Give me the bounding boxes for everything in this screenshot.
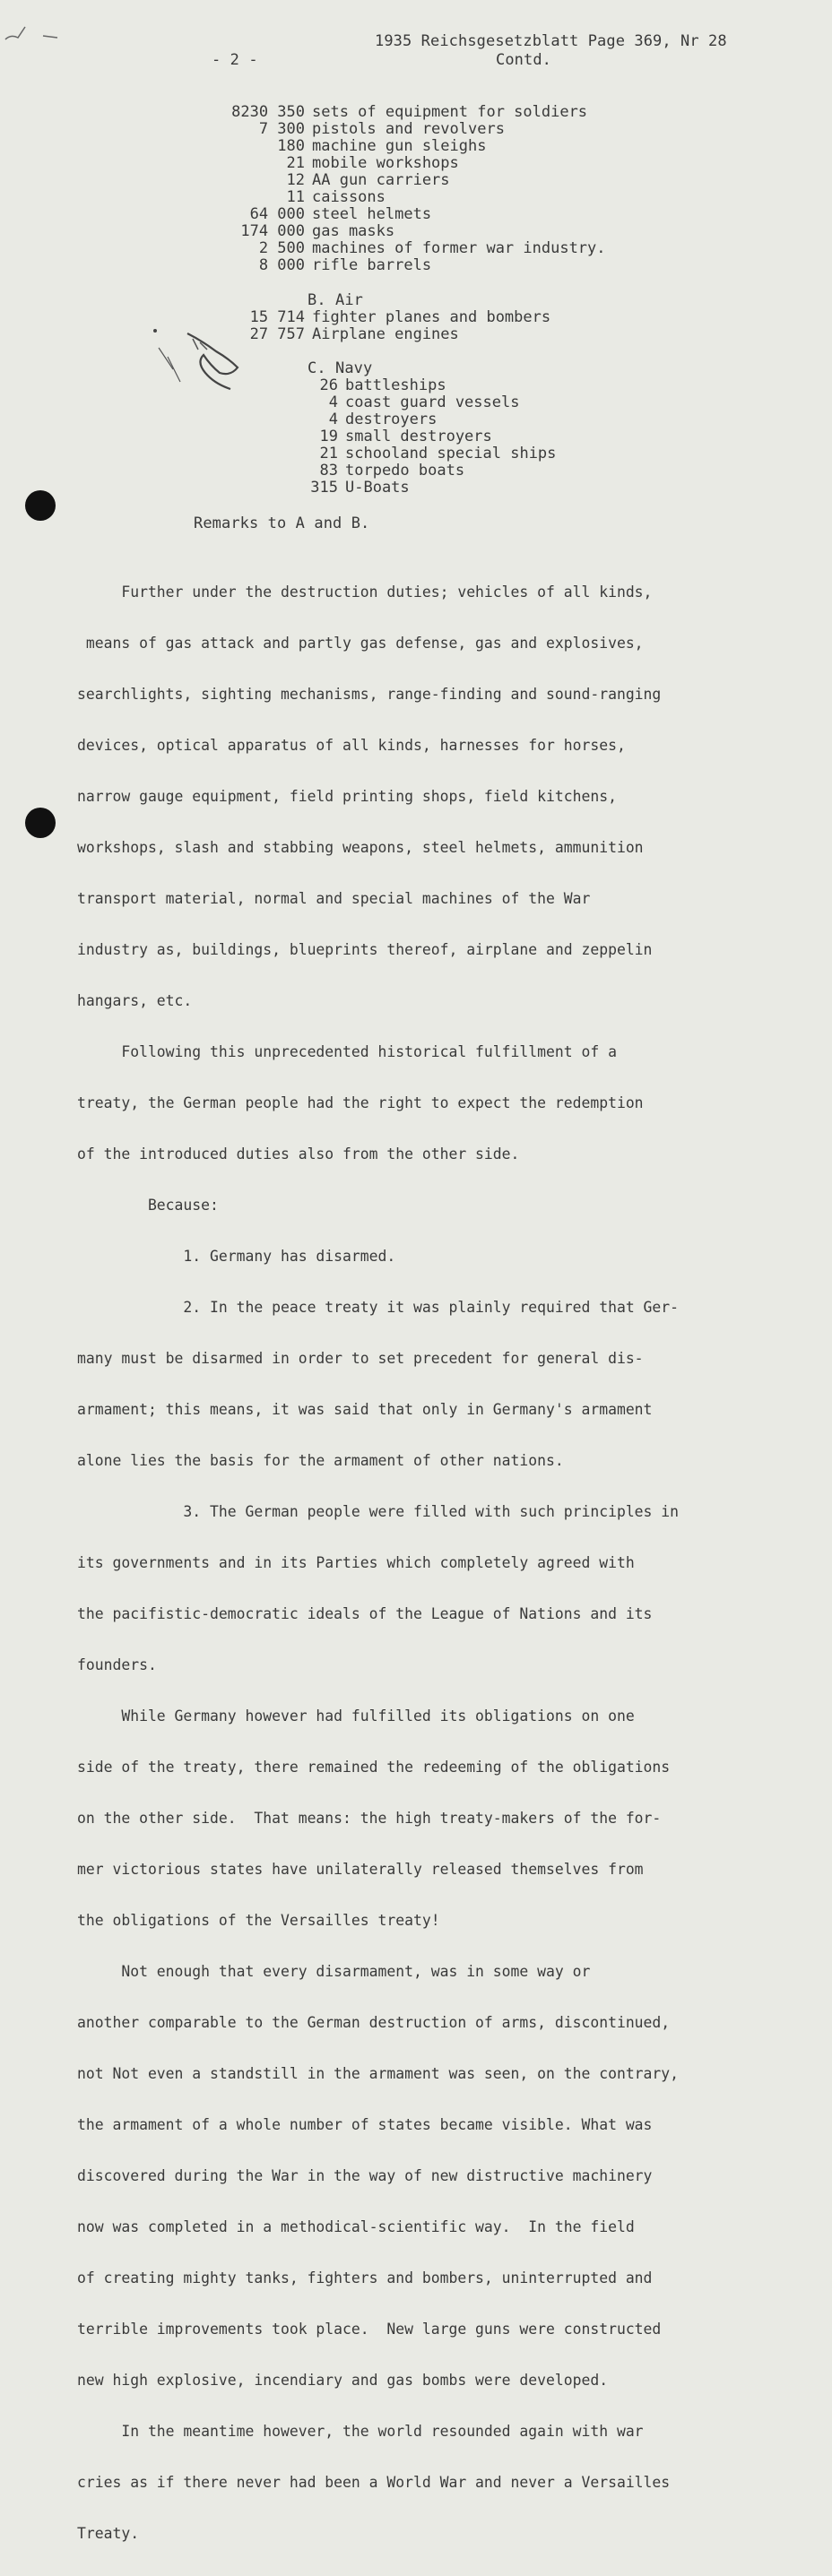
item-description: machines of former war industry. <box>312 239 606 257</box>
item-description: torpedo boats <box>345 462 465 480</box>
list-item <box>224 138 486 155</box>
item-quantity: 7 300 <box>258 120 305 138</box>
binder-punch-hole <box>25 490 56 521</box>
item-description: rifle barrels <box>312 256 432 274</box>
list-item <box>257 462 464 480</box>
body-line: means of gas attack and partly gas defense, gas and explosives, <box>77 635 644 652</box>
body-line: Further under the destruction duties; vehicles of all kinds, <box>77 583 653 601</box>
item-quantity: 19 <box>319 428 338 445</box>
body-line: new high explosive, incendiary and gas bombs were developed. <box>77 2372 609 2389</box>
list-item <box>224 206 431 223</box>
item-quantity: 2 500 <box>258 239 305 257</box>
body-line: cries as if there never had been a World War and never a Versailles <box>77 2474 671 2491</box>
item-description: caissons <box>312 188 386 206</box>
body-line: 2. In the peace treaty it was plainly required that Ger- <box>77 1299 680 1316</box>
list-item <box>224 257 431 274</box>
body-line: the armament of a whole number of states became visible. What was <box>77 2116 653 2133</box>
body-line: devices, optical apparatus of all kinds, harnesses for horses, <box>77 737 626 754</box>
item-description: steel helmets <box>312 205 432 223</box>
list-item <box>224 155 459 172</box>
list-item <box>257 411 437 428</box>
corner-pencil-mark <box>2 23 65 45</box>
binder-punch-hole <box>25 808 56 838</box>
body-line: alone lies the basis for the armament of other nations. <box>77 1452 564 1469</box>
list-item <box>224 172 450 189</box>
item-description: U-Boats <box>345 479 410 497</box>
item-description: AA gun carriers <box>312 171 450 189</box>
item-description: fighter planes and bombers <box>312 308 551 326</box>
list-item <box>224 240 606 257</box>
item-description: Airplane engines <box>312 325 459 343</box>
list-item <box>224 309 550 326</box>
body-line: searchlights, sighting mechanisms, range-finding and sound-ranging <box>77 686 662 703</box>
body-line: now was completed in a methodical-scientific way. In the field <box>77 2218 635 2235</box>
pencil-scribble-mark <box>148 323 256 399</box>
body-line: Because: <box>77 1197 219 1214</box>
item-description: battleships <box>345 376 446 394</box>
item-description: small destroyers <box>345 428 492 445</box>
body-line: founders. <box>77 1656 157 1673</box>
body-line: Not enough that every disarmament, was in some way or <box>77 1963 591 1980</box>
item-description: pistols and revolvers <box>312 120 505 138</box>
navy-section-heading: C. Navy <box>308 359 373 377</box>
body-line: 3. The German people were filled with such principles in <box>77 1503 680 1520</box>
document-title-line-1: 1935 Reichsgesetzblatt Page 369, Nr 28 <box>375 32 727 50</box>
body-line: many must be disarmed in order to set precedent for general dis- <box>77 1350 644 1367</box>
body-line: mer victorious states have unilaterally released themselves from <box>77 1861 644 1878</box>
body-line: armament; this means, it was said that only in Germany's armament <box>77 1401 653 1418</box>
list-item <box>224 121 505 138</box>
item-description: coast guard vessels <box>345 393 520 411</box>
item-description: machine gun sleighs <box>312 137 487 155</box>
body-line: terrible improvements took place. New large guns were constructed <box>77 2321 662 2338</box>
item-quantity: 180 <box>277 137 305 155</box>
list-item <box>224 223 394 240</box>
body-line: narrow gauge equipment, field printing shops, field kitchens, <box>77 788 617 805</box>
item-quantity: 64 000 <box>249 205 305 223</box>
item-quantity: 83 <box>319 462 338 480</box>
list-item <box>257 377 446 394</box>
item-quantity: 21 <box>319 445 338 462</box>
item-quantity: 27 757 <box>249 325 305 343</box>
item-quantity: 4 <box>328 411 338 428</box>
item-quantity: 174 000 <box>240 222 305 240</box>
body-line: treaty, the German people had the right to expect the redemption <box>77 1094 644 1111</box>
item-quantity: 15 714 <box>249 308 305 326</box>
list-item <box>224 189 386 206</box>
body-line: Following this unprecedented historical fulfillment of a <box>77 1043 617 1060</box>
body-line: side of the treaty, there remained the redeeming of the obligations <box>77 1759 671 1776</box>
body-line: the pacifistic-democratic ideals of the League of Nations and its <box>77 1605 653 1622</box>
item-description: schooland special ships <box>345 445 557 462</box>
body-line: workshops, slash and stabbing weapons, steel helmets, ammunition <box>77 839 644 856</box>
list-item <box>224 326 459 343</box>
body-text <box>77 549 679 2576</box>
air-section-heading: B. Air <box>308 291 364 309</box>
document-title-line-2: Contd. <box>496 51 552 69</box>
body-line: transport material, normal and special machines of the War <box>77 890 591 907</box>
list-item <box>257 394 519 411</box>
body-line: on the other side. That means: the high treaty-makers of the for- <box>77 1810 662 1827</box>
item-quantity: 21 <box>286 154 305 172</box>
body-line: not Not even a standstill in the armament was seen, on the contrary, <box>77 2065 680 2082</box>
body-line: While Germany however had fulfilled its obligations on one <box>77 1707 635 1725</box>
body-line: discovered during the War in the way of new distructive machinery <box>77 2167 653 2184</box>
item-description: sets of equipment for soldiers <box>312 103 588 121</box>
page-number: - 2 - <box>212 51 258 69</box>
body-line: its governments and in its Parties which completely agreed with <box>77 1554 635 1571</box>
item-quantity: 8230 350 <box>231 103 305 121</box>
remarks-heading: Remarks to A and B. <box>194 514 370 532</box>
body-line: 1. Germany has disarmed. <box>77 1248 396 1265</box>
item-description: destroyers <box>345 411 438 428</box>
item-description: mobile workshops <box>312 154 459 172</box>
item-quantity: 11 <box>286 188 305 206</box>
list-item <box>257 445 556 462</box>
list-item <box>257 428 492 445</box>
body-line: another comparable to the German destruction of arms, discontinued, <box>77 2014 671 2031</box>
list-item <box>257 480 410 497</box>
item-quantity: 12 <box>286 171 305 189</box>
list-item <box>224 104 587 121</box>
body-line: the obligations of the Versailles treaty! <box>77 1912 440 1929</box>
item-quantity: 8 000 <box>258 256 305 274</box>
body-line: hangars, etc. <box>77 992 193 1009</box>
body-line: In the meantime however, the world resounded again with war <box>77 2423 644 2440</box>
body-line: of creating mighty tanks, fighters and bombers, uninterrupted and <box>77 2269 653 2286</box>
body-line: industry as, buildings, blueprints thereof, airplane and zeppelin <box>77 941 653 958</box>
body-line: of the introduced duties also from the other side. <box>77 1145 520 1163</box>
item-quantity: 26 <box>319 376 338 394</box>
item-quantity: 4 <box>328 393 338 411</box>
body-line: Treaty. <box>77 2525 140 2542</box>
item-quantity: 315 <box>310 479 338 497</box>
item-description: gas masks <box>312 222 395 240</box>
